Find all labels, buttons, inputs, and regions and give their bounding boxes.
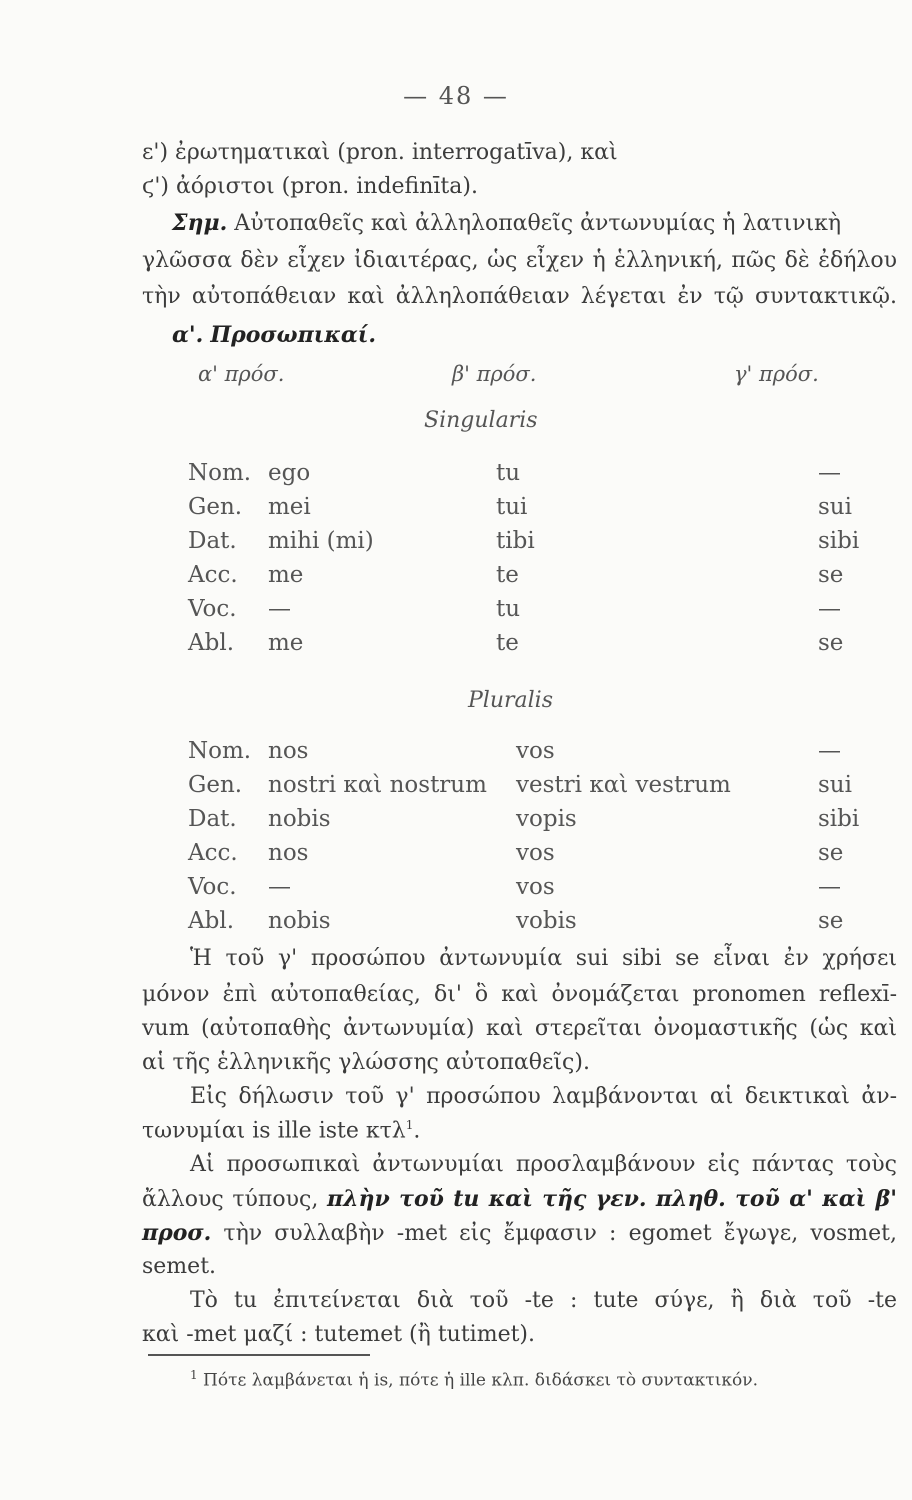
line-text: τωνυμίαι is ille iste κτλ [142, 1118, 406, 1144]
second-person-form: tu [496, 596, 521, 622]
footnote [190, 1368, 758, 1391]
first-person-form: nos [268, 738, 309, 764]
case-label: Nom. [188, 738, 252, 764]
third-person-form: se [818, 908, 844, 934]
third-person-form: sibi [818, 528, 860, 554]
list-marker: ϛ') [142, 174, 169, 199]
case-label: Voc. [188, 874, 237, 900]
case-label: Gen. [188, 494, 243, 520]
emphasis-text: προσ. [142, 1220, 212, 1246]
singular-title: Singularis [424, 408, 538, 433]
plural-title: Pluralis [468, 688, 554, 713]
case-label: Voc. [188, 596, 237, 622]
case-label: Nom. [188, 460, 252, 486]
second-person-form: tui [496, 494, 528, 520]
intro-line-1 [142, 140, 618, 165]
person-header-3: γ' πρόσ. [734, 362, 819, 386]
first-person-form: mihi (mi) [268, 528, 374, 554]
first-person-form: me [268, 630, 304, 656]
third-person-form: se [818, 562, 844, 588]
first-person-form: nos [268, 840, 309, 866]
third-person-form: sui [818, 494, 852, 520]
case-label: Abl. [188, 630, 234, 656]
para1-line-3: vum (αὐτοπαθὴς ἀντωνυμία) καὶ στερεῖται ὀνομαστικῆς (ὡς καὶ [142, 1016, 897, 1041]
case-label: Acc. [188, 562, 238, 588]
section-label: α'. [172, 322, 204, 348]
third-person-form: — [818, 596, 841, 622]
first-person-form: nobis [268, 908, 331, 934]
para3-line-2 [142, 1186, 897, 1212]
first-person-form: nostri καὶ nostrum [268, 772, 487, 798]
second-person-form: vos [516, 840, 555, 866]
line-text: ἀόριστοι (pron. indefinīta). [168, 174, 478, 199]
page-number: — 48 — [403, 82, 509, 110]
second-person-form: vos [516, 738, 555, 764]
second-person-form: vopis [516, 806, 577, 832]
first-person-form: me [268, 562, 304, 588]
footnote-marker: 1 [190, 1368, 198, 1382]
third-person-form: sui [818, 772, 852, 798]
case-label: Gen. [188, 772, 243, 798]
line-text: τὴν συλλαβὴν -met εἰς ἔμφασιν : egomet ἔγωγε, vosmet, [211, 1221, 897, 1246]
second-person-form: vos [516, 874, 555, 900]
second-person-form: vestri καὶ vestrum [516, 772, 731, 798]
note-line-1 [172, 210, 841, 236]
second-person-form: vobis [516, 908, 577, 934]
third-person-form: sibi [818, 806, 860, 832]
third-person-form: se [818, 840, 844, 866]
line-text: . [413, 1118, 421, 1144]
first-person-form: nobis [268, 806, 331, 832]
para3-line-1: Αἱ προσωπικαὶ ἀντωνυμίαι προσλαμβάνουν εἰς πάντας τοὺς [190, 1152, 897, 1177]
para1-line-1: Ἡ τοῦ γ' προσώπου ἀντωνυμία sui sibi se εἶναι ἐν χρήσει [190, 946, 897, 971]
note-label: Σημ. [172, 210, 228, 236]
second-person-form: tu [496, 460, 521, 486]
third-person-form: — [818, 460, 841, 486]
second-person-form: te [496, 630, 519, 656]
section-heading [172, 322, 376, 348]
first-person-form: mei [268, 494, 311, 520]
para1-line-4: αἱ τῆς ἑλληνικῆς γλώσσης αὐτοπαθεῖς). [142, 1050, 590, 1075]
para4-line-2: καὶ -met μαζί : tutemet (ἢ tutimet). [142, 1322, 536, 1347]
note-line-2: γλῶσσα δὲν εἶχεν ἰδιαιτέρας, ὡς εἶχεν ἡ ἑλληνική, πῶς δὲ ἐδήλου [142, 248, 897, 273]
intro-line-2 [142, 174, 478, 199]
para1-line-2: μόνον ἐπὶ αὐτοπαθείας, δι' ὃ καὶ ὀνομάζεται pronomen reflexī- [142, 982, 897, 1007]
para2-line-1: Εἰς δήλωσιν τοῦ γ' προσώπου λαμβάνονται αἱ δεικτικαὶ ἀν- [190, 1084, 897, 1109]
line-text: ἄλλους τύπους, [142, 1187, 328, 1212]
footnote-ref: 1 [405, 1118, 414, 1132]
case-label: Acc. [188, 840, 238, 866]
list-marker: ε') [142, 140, 169, 165]
second-person-form: tibi [496, 528, 535, 554]
first-person-form: — [268, 596, 291, 622]
line-text: ἐρωτηματικαὶ (pron. interrogatīva), καὶ [168, 140, 618, 165]
first-person-form: — [268, 874, 291, 900]
person-header-2: β' πρόσ. [452, 362, 537, 386]
second-person-form: te [496, 562, 519, 588]
case-label: Dat. [188, 806, 237, 832]
emphasis-text: πλὴν τοῦ tu καὶ τῆς γεν. πληθ. τοῦ α' καὶ β' [327, 1186, 898, 1212]
third-person-form: — [818, 738, 841, 764]
para3-line-3 [142, 1220, 897, 1246]
footnote-divider [148, 1354, 370, 1356]
person-header-1: α' πρόσ. [198, 362, 285, 386]
third-person-form: — [818, 874, 841, 900]
note-line-3: τὴν αὐτοπάθειαν καὶ ἀλληλοπάθειαν λέγεται ἐν τῷ συντακτικῷ. [142, 284, 897, 309]
section-title: Προσωπικαί. [210, 322, 377, 348]
case-label: Abl. [188, 908, 234, 934]
line-text: Αὐτοπαθεῖς καὶ ἀλληλοπαθεῖς ἀντωνυμίας ἡ λατινικὴ [227, 211, 842, 236]
first-person-form: ego [268, 460, 311, 486]
footnote-text: Πότε λαμβάνεται ἡ is, πότε ἡ ille κλπ. διδάσκει τὸ συντακτικόν. [203, 1370, 758, 1391]
para2-line-2 [142, 1118, 420, 1143]
para4-line-1: Τὸ tu ἐπιτείνεται διὰ τοῦ -te : tute σύγε, ἢ διὰ τοῦ -te [190, 1288, 897, 1313]
case-label: Dat. [188, 528, 237, 554]
third-person-form: se [818, 630, 844, 656]
para3-line-4: semet. [142, 1254, 217, 1279]
